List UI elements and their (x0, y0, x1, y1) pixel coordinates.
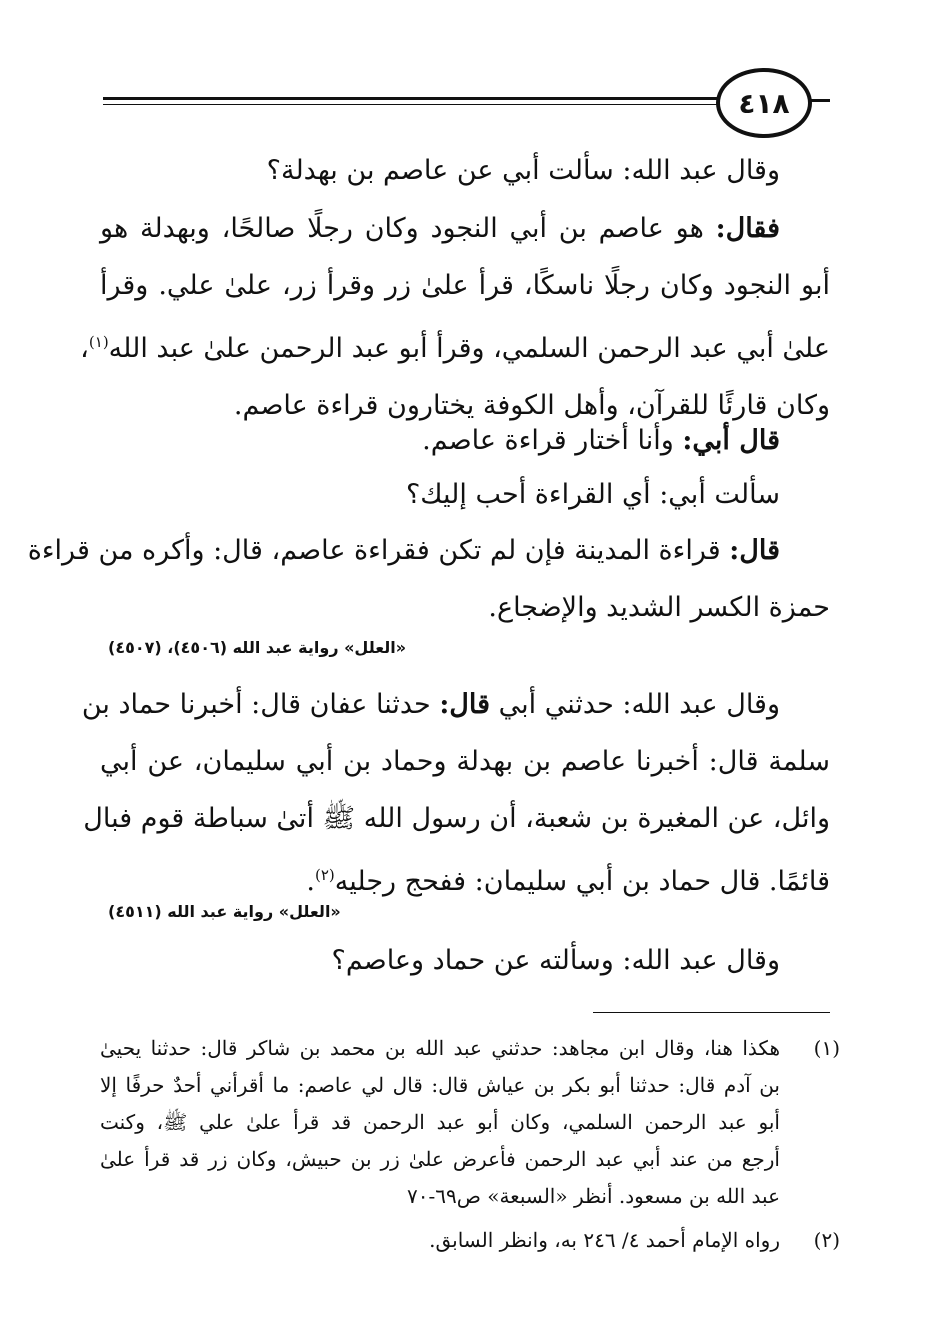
footnote-1-line-5: عبد الله بن مسعود. أنظر «السبعة» ص٦٩-٧٠ (406, 1184, 780, 1208)
paragraph-5 (27, 522, 830, 636)
paragraph-3-text: وأنا أختار قراءة عاصم. (422, 425, 674, 456)
speaker-label: قال: (729, 535, 780, 566)
paragraph-5-line-1 (27, 522, 780, 579)
paragraph-3 (100, 412, 780, 469)
footnote-2-line-1: رواه الإمام أحمد ٤/ ٢٤٦ به، وانظر السابق. (429, 1228, 780, 1252)
paragraph-4-line-1: سألت أبي: أي القراءة أحب إليك؟ (405, 479, 780, 510)
paragraph-3-line-1 (100, 412, 780, 469)
paragraph-6-line-3: وائل، عن المغيرة بن شعبة، أن رسول الله ﷺ أتىٰ سباطة قوم فبال (83, 803, 830, 834)
paragraph-1 (120, 142, 780, 199)
paragraph-2-line-3-end: ، (80, 333, 89, 364)
source-citation-1: «العلل» رواية عبد الله (٤٥٠٦)، (٤٥٠٧) (108, 638, 407, 657)
footnote-2-body (100, 1222, 780, 1259)
paragraph-5-line-1-text: قراءة المدينة فإن لم تكن فقراءة عاصم، قال: وأكره من قراءة (27, 535, 721, 566)
header-rule-top (103, 97, 721, 100)
footnote-1-number: (١) (813, 1036, 840, 1060)
paragraph-6-line-4 (100, 847, 830, 910)
paragraph-7-line-1: وقال عبد الله: وسألته عن حماد وعاصم؟ (331, 945, 780, 976)
paragraph-2-line-1 (100, 200, 780, 257)
footnote-1-line-2: بن آدم قال: حدثنا أبو بكر بن عياش قال: قال لي عاصم: ما أقرأني أحدٌ حرفًا إلا (100, 1073, 780, 1097)
paragraph-5-line-2: حمزة الكسر الشديد والإضجاع. (488, 592, 830, 623)
paragraph-6 (81, 676, 830, 910)
footnote-separator (593, 1012, 830, 1013)
paragraph-2-line-3-text: علىٰ أبي عبد الرحمن السلمي، وقرأ أبو عبد الرحمن علىٰ عبد الله (108, 333, 830, 364)
page-number (716, 68, 812, 138)
footnote-2 (100, 1222, 840, 1259)
paragraph-6-line-1 (81, 676, 780, 733)
paragraph-1-line-1: وقال عبد الله: سألت أبي عن عاصم بن بهدلة؟ (266, 155, 780, 186)
footnote-1-line-4: أرجع من عند أبي عبد الرحمن فأعرض علىٰ زر بن حبيش، وكان زر قد قرأ علىٰ (100, 1147, 780, 1171)
paragraph-2-line-4: وكان قارئًا للقرآن، وأهل الكوفة يختارون قراءة عاصم. (233, 390, 830, 421)
paragraph-6-line-1-a: وقال عبد الله: حدثني أبي (498, 689, 780, 720)
footnote-1-line-3: أبو عبد الرحمن السلمي، وكان أبو عبد الرحمن قد قرأ علىٰ علي ﷺ، وكنت (100, 1110, 780, 1134)
paragraph-7 (100, 932, 780, 989)
page-number-text: ٤١٨ (738, 86, 790, 120)
paragraph-6-line-2: سلمة قال: أخبرنا عاصم بن بهدلة وحماد بن أبي سليمان، عن أبي (100, 746, 830, 777)
paragraph-2 (80, 200, 830, 434)
footnote-1 (100, 1030, 840, 1215)
paragraph-2-line-3 (80, 314, 830, 377)
footnote-1-line-1: هكذا هنا، وقال ابن مجاهد: حدثني عبد الله بن محمد بن شاكر قال: حدثنا يحيىٰ (100, 1036, 780, 1060)
paragraph-6-line-4-text: قائمًا. قال حماد بن أبي سليمان: ففحج رجليه (334, 866, 830, 897)
footnote-1-body (100, 1030, 780, 1215)
footnote-ref-1[interactable]: (١) (88, 333, 109, 351)
speaker-label: قال أبي: (682, 425, 780, 456)
footnote-ref-2[interactable]: (٢) (315, 866, 335, 884)
paragraph-6-line-1-b: حدثنا عفان قال: أخبرنا حماد بن (81, 689, 431, 720)
paragraph-2-line-1-text: هو عاصم بن أبي النجود وكان رجلًا صالحًا، وبهدلة هو (100, 213, 704, 244)
source-citation-2: «العلل» رواية عبد الله (٤٥١١) (108, 902, 341, 921)
paragraph-4 (100, 466, 780, 523)
header-rule-bottom (103, 104, 721, 105)
speaker-label: فقال: (715, 213, 780, 244)
paragraph-2-line-2: أبو النجود وكان رجلًا ناسكًا، قرأ علىٰ زر وقرأ زر، علىٰ علي. وقرأ (100, 270, 830, 301)
paragraph-6-line-4-end: . (306, 866, 315, 897)
footnote-2-number: (٢) (813, 1228, 840, 1252)
speaker-label: قال: (439, 689, 491, 720)
